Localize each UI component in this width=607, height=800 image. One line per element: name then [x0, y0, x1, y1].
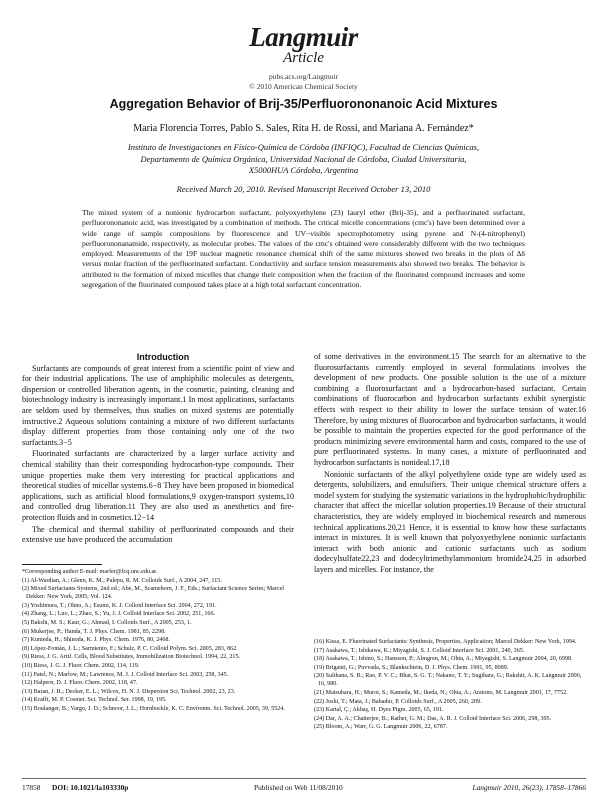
- received-dates: Received March 20, 2010. Revised Manuscript Received October 13, 2010: [176, 184, 431, 194]
- left-column: [22, 352, 294, 547]
- copyright-notice: © 2010 American Chemical Society: [249, 82, 358, 91]
- page-number: 17858: [22, 783, 41, 792]
- references-left: [22, 564, 294, 714]
- reference-item: (9) Riess, J. G. Artif. Cells, Blood Substitutes, Immobilization Biotechnol. 1994, 22, 215.: [22, 654, 241, 661]
- reference-item: (6) Mukerjee, P.; Handa, T. J. Phys. Chem. 1981, 85, 2298.: [22, 628, 166, 635]
- reference-item: (5) Bakshi, M. S.; Kaur, G.; Ahmad, I. Colloids Surf., A 2005, 253, 1.: [22, 620, 192, 627]
- reference-item: (19) Briganti, G.; Puvvada, S.; Blankschtein, D. J. Phys. Chem. 1991, 95, 8989.: [314, 664, 509, 671]
- reference-item: (14) Krafft, M. P. Cosmet. Sci. Technol. Ser. 1998, 19, 195.: [22, 697, 167, 704]
- reference-item: (10) Riess, J. G. J. Fluor. Chem. 2002, 114, 119.: [22, 663, 140, 670]
- reference-item: (17) Asakawa, T.; Ishikawa, K.; Miyagishi, S. J. Colloid Interface Sci. 2001, 240, 365.: [314, 647, 525, 654]
- reference-item: (8) López-Fontán, J. L.; Sarmiento, F.; Schulz, P. C. Colloid Polym. Sci. 2005, 283, 862.: [22, 645, 238, 652]
- affiliation-line: Instituto de Investigaciones en Físico-Química de Córdoba (INFIQC), Facultad de Ciencias Químicas,: [127, 142, 480, 152]
- reference-item: (4) Zhang, L.; Luo, L.; Zhao, S.; Yu, J. J. Colloid Interface Sci. 2002, 251, 166.: [22, 611, 216, 618]
- reference-item: (21) Matsubara, H.; Muroi, S.; Kameda, M.; Ikeda, N.; Ohta, A.; Aratono, M. Langmuir 2001, 17, 7752.: [314, 690, 568, 697]
- body-paragraph: The chemical and thermal stability of perfluorinated compounds and their extensive use have produced the accumulation: [22, 524, 294, 545]
- reference-item: (3) Yoshimura, T.; Ohno, A.; Esumi, K. J. Colloid Interface Sci. 2004, 272, 191.: [22, 602, 217, 609]
- corresponding-author-note: *Corresponding author E-mail: marfer@fcq.unc.edu.ar.: [22, 569, 158, 575]
- page-footer: [22, 778, 586, 793]
- reference-item: (15) Boulanger, B.; Vargo, J. D.; Schnoor, J. L.; Hornbuckle, K. C. Environm. Sci. Technol. 2005, 39, 5524.: [22, 706, 285, 712]
- doi-link[interactable]: DOI: 10.1021/la103330p: [52, 783, 129, 792]
- reference-item: (23) Kartal, Ç.; Akbaş, H. Dyes Pigm. 2005, 65, 191.: [314, 707, 444, 714]
- affiliation-line: X5000HUA Córdoba, Argentina: [248, 165, 359, 175]
- body-paragraph: of some derivatives in the environment.15 The search for an alternative to the fluorosurfactants currently employed in several formulations involves the development of new products. One possible solution is the use of a mixture combining a fluorosurfactant and a hydrocarbon-based surfactant. Certain combinations of fluorocarbon and hydrocarbon surfactants exhibit synergistic effects with respect to their ability to lower the surface tension of water.16 Therefore, by using mixtures of fluorocarbon and hydrocarbon surfactants, it would be possible to maintain the properties expected for the good performance of the products minimizing severe environmental harm and costs, compared to the use of pure perfluorinated systems. In many cases, a mixture of perfluorinated and hydrocarbon surfactants is nonideal.17,18: [314, 352, 586, 467]
- abstract: The mixed system of a nonionic hydrocarbon surfactant, polyoxyethylene (23) lauryl ether (Brij-35), and a perfluorinated surfactant, perfluorononanoic acid, was investigated by a combination of methods. The critical micelle concentrations (cmc's) have been determined over a wide range of sample compositions by fluorescence and UV−visible spectrophotometry using pyrene and N-(4-nitrophenyl) perfluorononanamide, respectively, as molecular probes. The values of the cmc's obtained were considerably different with the two techniques employed. Measurements of the 19F nuclear magnetic resonance chemical shift of the same mixtures showed two breaks in the plots of Δδ versus molar fraction of the perfluorinated surfactant. Conductivity and surface tension measurements also showed two breaks. The behavior is attributed to the formation of mixed micelles that change their composition when the fraction of the fluorinated compound increases and some segregation of the fluorinated compound takes place at a high total surfactant concentration.: [82, 208, 525, 290]
- reference-item: (24) Dar, A. A.; Chatterjee, B.; Rather, G. M.; Das, A. R. J. Colloid Interface Sci. 2006, 298, 395.: [314, 715, 552, 722]
- reference-item: (2) Mixed Surfactants Systems, 2nd ed.; Abe, M., Scamehorn, J. F., Eds.; Surfactant Science Series; Marcel Dekker: New York, 2005; Vol. 124.: [22, 586, 284, 601]
- reference-item: (25) Bloom, A.; Warr, G. G. Langmuir 2006, 22, 6787.: [314, 724, 448, 731]
- reference-item: (11) Patel, N.; Marlow, M.; Lawrence, M. J. J. Colloid Interface Sci. 2003, 258, 345.: [22, 671, 229, 678]
- references-right: [314, 638, 586, 732]
- reference-item: (1) Al-Wardian, A.; Glenn, K. M.; Palepu, R. M. Colloids Surf., A 2004, 247, 115.: [22, 577, 222, 584]
- journal-citation: Langmuir 2010, 26(23), 17858–17866: [472, 783, 586, 792]
- body-paragraph: Surfactants are compounds of great interest from a scientific point of view and for their industrial applications. The use of amphiphilic molecules as detergents, dispersion or controlled liberation agents, in the cosmetic, painting, cleaning and biotechnology industry is increasingly important.1 In most applications, surfactants are seldom used by themselves, thus studies on mixed systems are potentially instructive.2 Aqueous solutions containing a mixture of two different surfactants display different properties from those containing only one of the two surfactants.3−5: [22, 363, 294, 447]
- reference-item: (22) Joshi, T.; Mata, J.; Bahadur, P. Colloids Surf., A 2005, 260, 209.: [314, 698, 482, 705]
- author-list: Maria Florencia Torres, Pablo S. Sales, Rita H. de Rossi, and Mariana A. Fernández*: [133, 123, 474, 134]
- affiliation-line: Departamento de Química Orgánica, Universidad Nacional de Córdoba, Ciudad Universitaria,: [140, 153, 467, 164]
- section-heading-introduction: Introduction: [136, 352, 190, 362]
- right-column: [314, 352, 586, 576]
- reference-item: (16) Kissa, E. Fluorinated Surfactants: Synthesis, Properties, Application; Marcel Dekker: New York, 1994.: [314, 639, 577, 645]
- publication-date: Published on Web 11/08/2010: [254, 783, 343, 792]
- body-paragraph: Nonionic surfactants of the alkyl polyethylene oxide type are widely used as detergents, solubilizers, and emulsifiers. Their unique chemical structure offers a model system for studying the systematic variations in the hydrophobic/hydrophilic character that affect the micellar solution properties.19 Because of their structural characteristics, they are widely employed in biochemical research and numerous technical applications.20,21 Hence, it is essential to know how these surfactants interact in mixtures. It is well known that polyoxyethylene nonionic surfactants interact with both anionic and cationic surfactants such as sodium dodecylsulfate22,23 and dodecyltrimethylammonium bromide24,25 in adsorbed layers and micelles. For instance, the: [314, 469, 586, 574]
- reference-item: (13) Baran, J. R.; Decker, E. L.; Wilcox, H. N. J. Dispersion Sci. Technol. 2002, 23, 23.: [22, 688, 236, 695]
- journal-name: Langmuir: [249, 22, 358, 52]
- reference-item: (18) Asakawa, T.; Ishino, S.; Hansson, P.; Almgren, M.; Ohta, A.; Miyagishi, S. Langmuir 2004, 20, 6998.: [314, 656, 573, 663]
- footnote-divider: [22, 564, 102, 565]
- affiliation: [40, 142, 567, 177]
- reference-item: (7) Kunieda, H.; Shinoda, K. J. Phys. Chem. 1976, 80, 2468.: [22, 637, 170, 644]
- reference-item: (12) Halpern, D. J. Fluor. Chem. 2002, 118, 47.: [22, 680, 138, 687]
- journal-url[interactable]: pubs.acs.org/Langmuir: [268, 72, 339, 81]
- reference-item: (20) Sulthana, S. B.; Rao, P. V. C.; Bhat, S. G. T.; Nakano, T. Y.; Sugihara, G.; Rakshit, A. K. Langmuir 2000, 16, 980.: [314, 673, 582, 688]
- article-title: Aggregation Behavior of Brij-35/Perfluorononanoic Acid Mixtures: [109, 97, 498, 111]
- body-paragraph: Fluorinated surfactants are characterized by a larger surface activity and chemical stability than their corresponding hydrocarbon-type compounds. Their unique properties make them very interesting for practical applications and theoretical studies of micellar systems.6−8 They have been proposed in biomedical applications, such as artificial blood formulations,9 oxygen-transport systems,10 and controlled drug liberation.11 They are also used as anesthetics and fire-protection fluids and in cosmetics.12−14: [22, 449, 294, 522]
- article-type: Article: [283, 50, 324, 66]
